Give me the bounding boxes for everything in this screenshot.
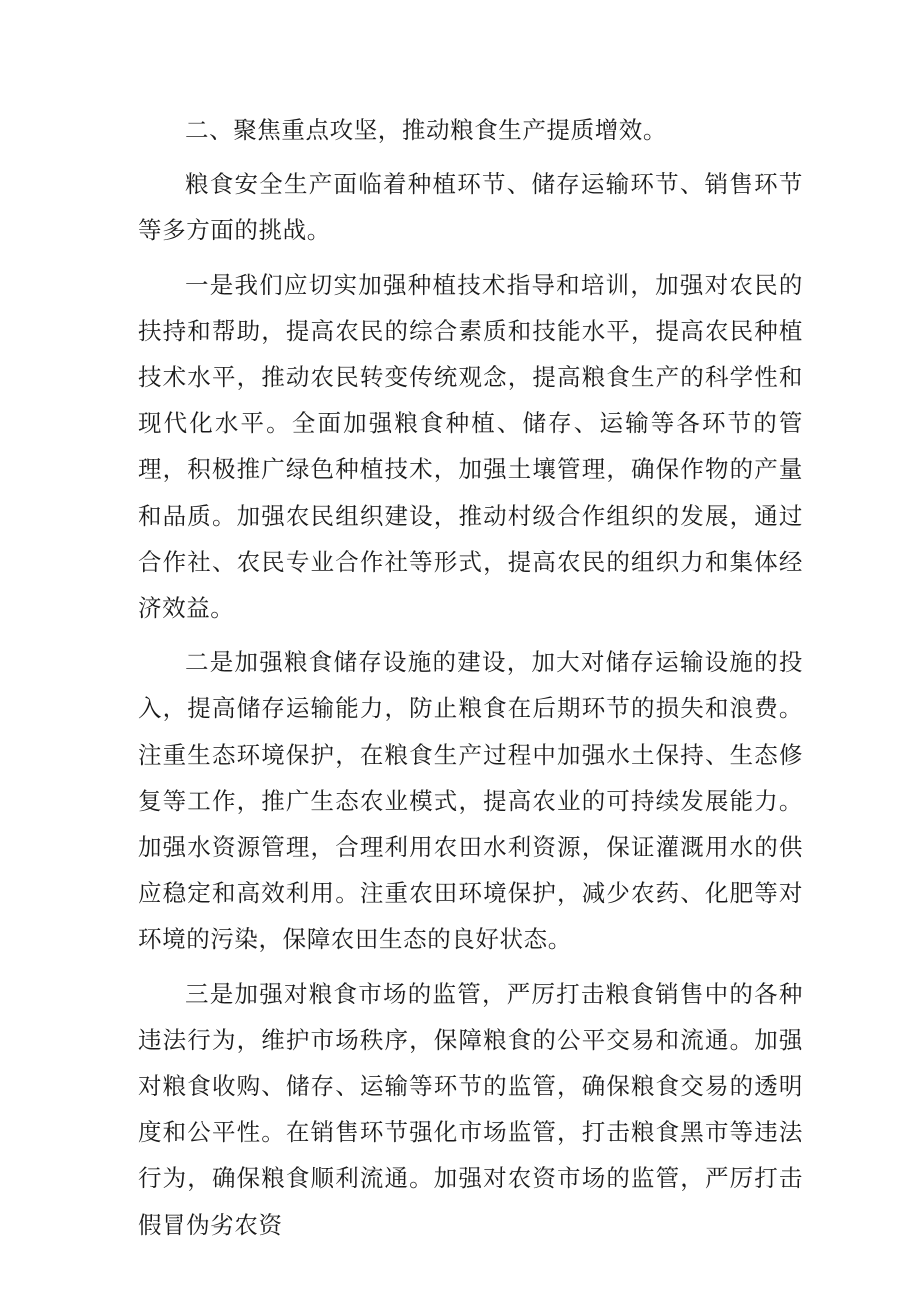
paragraph-point-two: 二是加强粮食储存设施的建设，加大对储存运输设施的投入，提高储存运输能力，防止粮食在后期环节的损失和浪费。注重生态环境保护，在粮食生产过程中加强水土保持、生态修复等工作，推广生态农业模式，提高农业的可持续发展能力。加强水资源管理，合理利用农田水利资源，保证灌溉用水的供应稳定和高效利用。注重农田环境保护，减少农药、化肥等对环境的污染，保障农田生态的良好状态。 — [138, 648, 803, 954]
paragraph-point-one: 一是我们应切实加强种植技术指导和培训，加强对农民的扶持和帮助，提高农民的综合素质和技能水平，提高农民种植技术水平，推动农民转变传统观念，提高粮食生产的科学性和现代化水平。全面加强粮食种植、储存、运输等各环节的管理，积极推广绿色种植技术，加强土壤管理，确保作物的产量和品质。加强农民组织建设，推动村级合作组织的发展，通过合作社、农民专业合作社等形式，提高农民的组织力和集体经济效益。 — [138, 270, 803, 623]
paragraph-intro: 粮食安全生产面临着种植环节、储存运输环节、销售环节等多方面的挑战。 — [138, 170, 803, 245]
document-body — [138, 107, 803, 1248]
section-heading: 二、聚焦重点攻坚，推动粮食生产提质增效。 — [185, 116, 667, 144]
paragraph-point-three: 三是加强对粮食市场的监管，严厉打击粮食销售中的各种违法行为，维护市场秩序，保障粮食的公平交易和流通。加强对粮食收购、储存、运输等环节的监管，确保粮食交易的透明度和公平性。在销售环节强化市场监管，打击粮食黑市等违法行为，确保粮食顺利流通。加强对农资市场的监管，严厉打击假冒伪劣农资 — [138, 979, 803, 1239]
